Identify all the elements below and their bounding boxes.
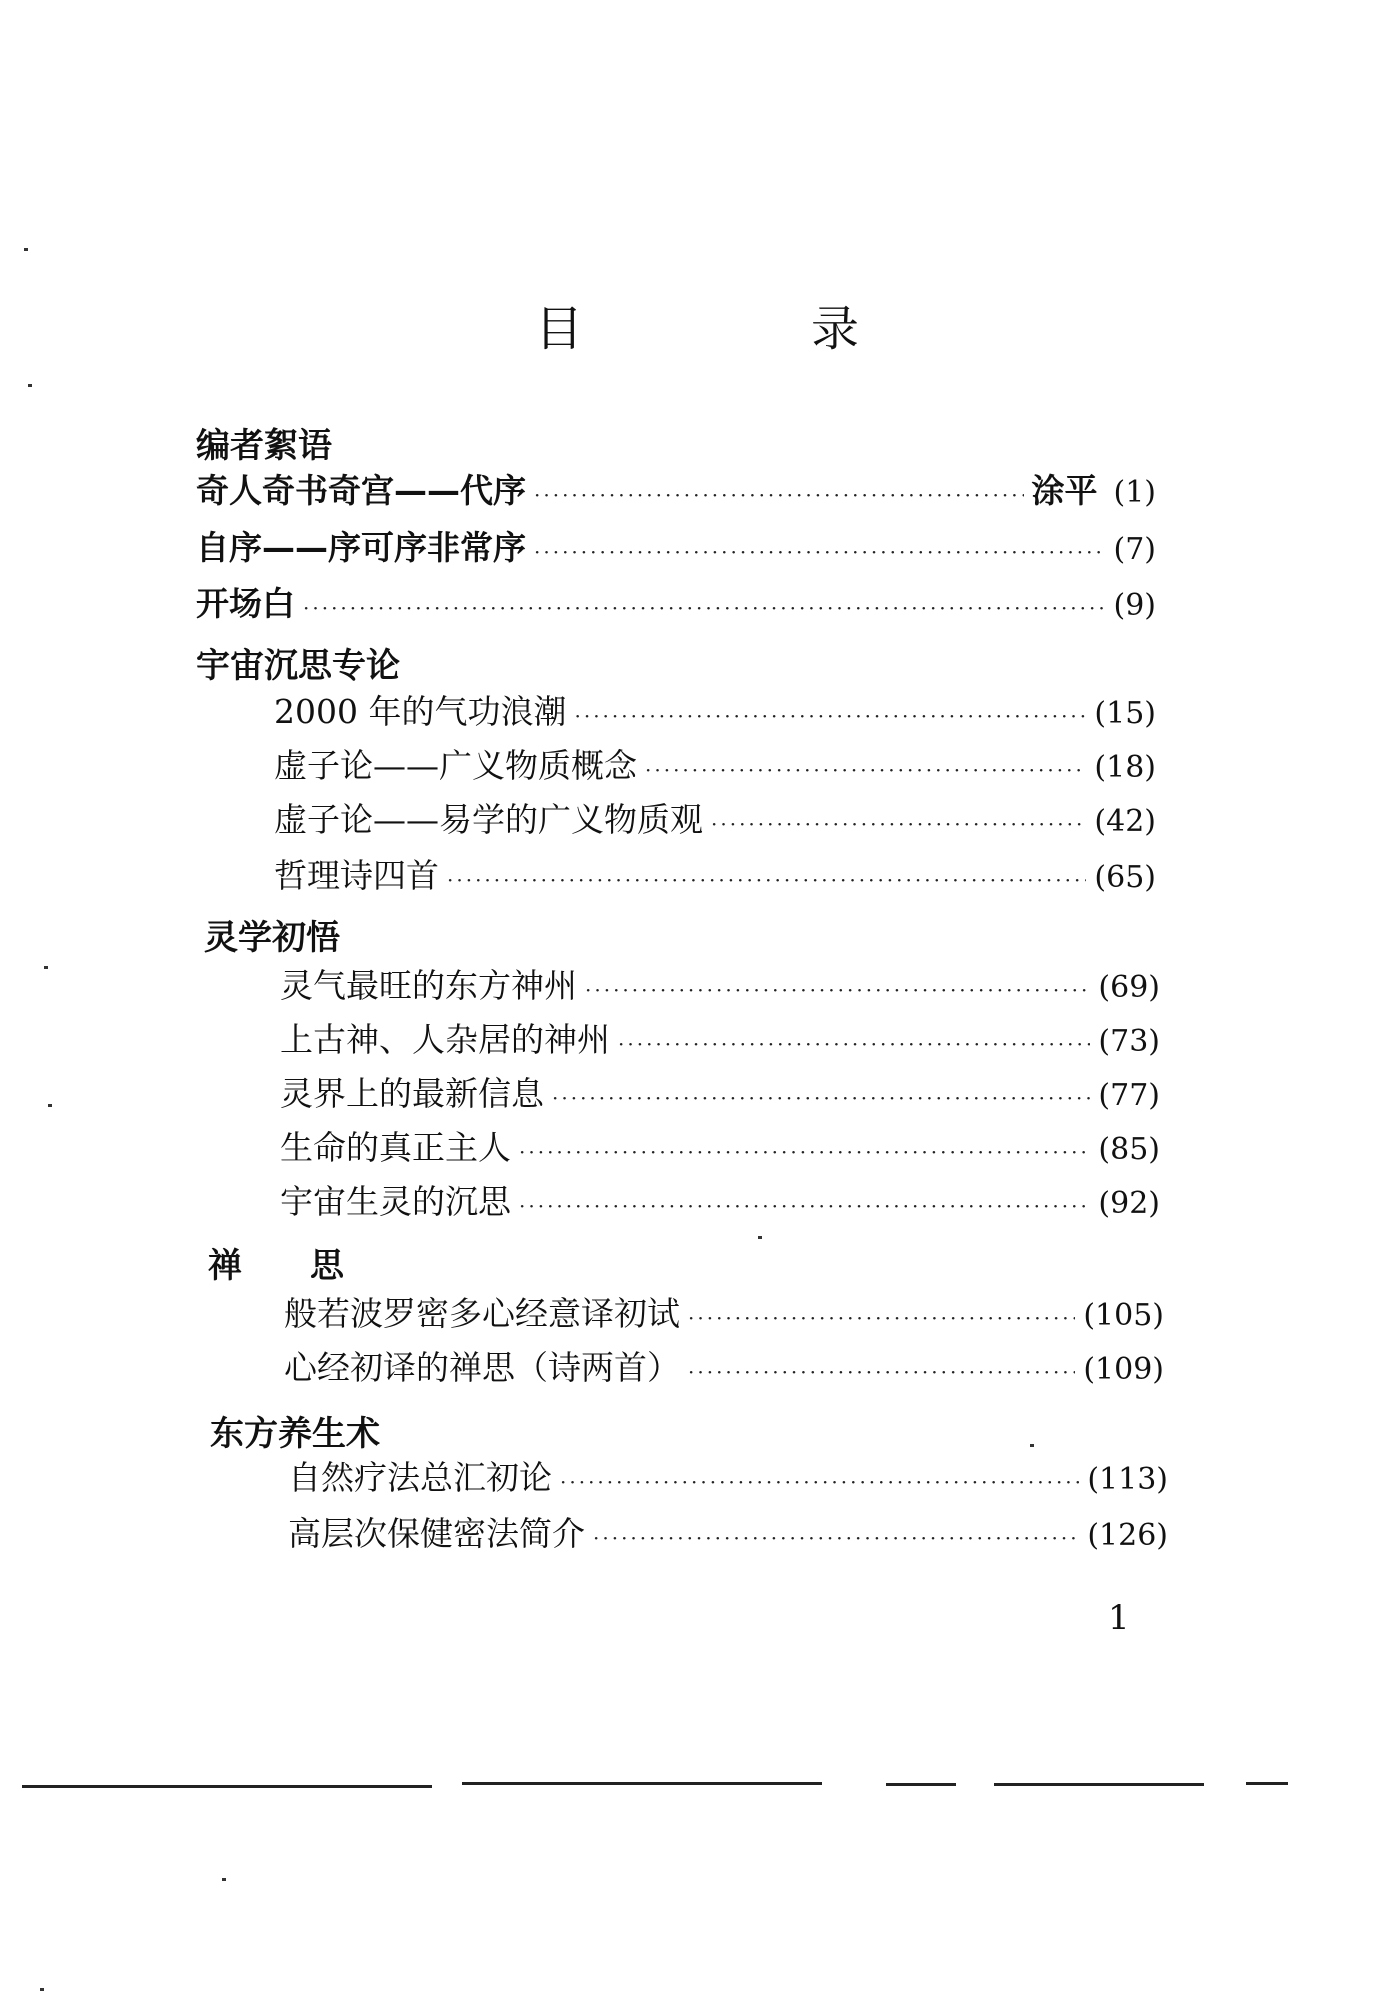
page-title: 目 录 [534,301,949,357]
toc-entry[interactable] [280,1176,1160,1223]
toc-entry[interactable] [280,1068,1160,1115]
section-heading: 东方养生术 [210,1414,380,1454]
entry-page: (126) [1087,1518,1168,1553]
entry-page: (15) [1094,696,1156,731]
entry-title: 高层次保健密法简介 [288,1514,585,1553]
toc-entry[interactable] [288,1452,1168,1499]
entry-title: 般若波罗密多心经意译初试 [284,1294,680,1333]
dot-leader [645,758,1086,782]
entry-title: 虚子论——广义物质概念 [274,746,637,785]
dot-leader [534,483,1024,507]
entry-title: 宇宙生灵的沉思 [280,1182,511,1221]
section-heading: 编者絮语 [196,426,332,466]
toc-entry[interactable] [274,740,1156,787]
dot-leader [574,704,1086,728]
scan-speck [222,1878,226,1881]
entry-title: 虚子论——易学的广义物质观 [274,800,703,839]
dot-leader [303,596,1106,620]
dot-leader [552,1086,1090,1110]
dot-leader [618,1032,1090,1056]
toc-entry[interactable] [274,794,1156,841]
dot-leader [447,868,1086,892]
entry-title: 生命的真正主人 [280,1128,511,1167]
entry-page: (105) [1083,1298,1164,1333]
toc-entry[interactable] [284,1342,1164,1389]
toc-entry[interactable] [196,465,1156,512]
section-heading: 灵学初悟 [204,918,340,958]
dot-leader [560,1470,1079,1494]
scan-speck [1030,1444,1034,1447]
dot-leader [688,1306,1075,1330]
dot-leader [688,1360,1075,1384]
entry-title: 灵界上的最新信息 [280,1074,544,1113]
dot-leader [519,1194,1090,1218]
toc-entry[interactable] [196,578,1156,625]
entry-page: (9) [1113,588,1156,623]
dot-leader [519,1140,1090,1164]
section-heading: 宇宙沉思专论 [196,646,400,686]
entry-page: (7) [1113,532,1156,567]
dot-leader [585,978,1090,1002]
toc-entry[interactable] [288,1508,1168,1555]
entry-page: (73) [1098,1024,1160,1059]
entry-title: 自然疗法总汇初论 [288,1458,552,1497]
scan-speck [758,1236,762,1239]
entry-page: (92) [1098,1186,1160,1221]
scan-rule [1246,1782,1288,1785]
toc-entry[interactable] [280,1122,1160,1169]
scan-speck [48,1104,52,1107]
dot-leader [711,812,1086,836]
toc-entry[interactable] [274,686,1156,733]
section-heading: 禅 思 [208,1246,344,1286]
page-number: 1 [1108,1598,1130,1638]
dot-leader [534,540,1106,564]
entry-page: (42) [1094,804,1156,839]
entry-title: 开场白 [196,584,295,623]
entry-page: (65) [1094,860,1156,895]
entry-title: 奇人奇书奇宫——代序 [196,471,526,510]
entry-page: (69) [1098,970,1160,1005]
scan-speck [24,248,28,251]
toc-entry[interactable] [280,960,1160,1007]
scan-speck [40,1988,44,1991]
scan-rule [994,1783,1204,1786]
scan-speck [28,384,32,387]
entry-title: 灵气最旺的东方神州 [280,966,577,1005]
entry-title: 心经初译的禅思（诗两首） [284,1348,680,1387]
scan-rule [886,1783,956,1786]
toc-entry[interactable] [280,1014,1160,1061]
scan-speck [44,966,48,969]
entry-title: 哲理诗四首 [274,856,439,895]
toc-entry[interactable] [196,522,1156,569]
toc-entry[interactable] [284,1288,1164,1335]
entry-title: 上古神、人杂居的神州 [280,1020,610,1059]
entry-title: 自序——序可序非常序 [196,528,526,567]
entry-page: (113) [1087,1462,1168,1497]
entry-page: (1) [1113,475,1156,510]
entry-page: (85) [1098,1132,1160,1167]
dot-leader [593,1526,1079,1550]
entry-page: (77) [1098,1078,1160,1113]
entry-page: (18) [1094,750,1156,785]
entry-author: 涂平 [1031,471,1098,510]
scan-rule [462,1782,822,1785]
entry-title: 2000 年的气功浪潮 [274,692,567,731]
entry-page: (109) [1083,1352,1164,1387]
toc-entry[interactable] [274,850,1156,897]
scan-rule [22,1785,432,1788]
